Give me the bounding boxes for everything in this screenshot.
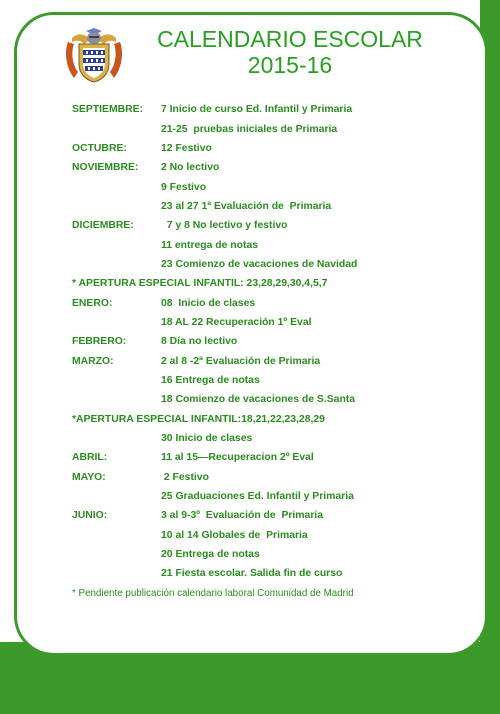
- event-text: 18 AL 22 Recuperación 1º Eval: [161, 316, 312, 328]
- calendar-row: [72, 410, 472, 429]
- calendar-row: [72, 177, 472, 196]
- calendar-row: [72, 255, 472, 274]
- calendar-row: [72, 429, 472, 448]
- calendar-row: [72, 468, 472, 487]
- calendar-row: [72, 351, 472, 370]
- calendar-row: [72, 564, 472, 583]
- calendar-row: [72, 197, 472, 216]
- month-label: NOVIEMBRE:: [72, 162, 139, 174]
- event-text: 23 al 27 1ª Evaluación de Primaria: [161, 200, 332, 212]
- event-text: 30 Inicio de clases: [161, 433, 253, 445]
- month-label: ABRIL:: [72, 452, 108, 464]
- month-label: MAYO:: [72, 471, 106, 483]
- event-text: 8 Día no lectivo: [161, 336, 238, 348]
- calendar-row: [72, 119, 472, 138]
- month-label: ENERO:: [72, 297, 113, 309]
- calendar-row: [72, 313, 472, 332]
- calendar-row: [72, 526, 472, 545]
- event-text: 9 Festivo: [161, 181, 207, 193]
- calendar-row: [72, 100, 472, 119]
- event-text: 7 y 8 No lectivo y festivo: [161, 220, 288, 232]
- event-text: 2 No lectivo: [161, 162, 220, 174]
- footnote: * Pendiente publicación calendario laboral Comunidad de Madrid: [72, 587, 354, 599]
- event-text: 16 Entrega de notas: [161, 374, 260, 386]
- event-text: 11 al 15—Recuperacion 2º Eval: [161, 452, 314, 464]
- title-line-1: CALENDARIO ESCOLAR: [157, 26, 423, 52]
- month-label: JUNIO:: [72, 510, 108, 522]
- school-crest-icon: [64, 28, 124, 84]
- calendar-row: [72, 506, 472, 525]
- event-text: 2 Festivo: [161, 471, 209, 483]
- event-text: 2 al 8 -2ª Evaluación de Primaria: [161, 355, 321, 367]
- month-label: MARZO:: [72, 355, 114, 367]
- calendar-row: [72, 545, 472, 564]
- event-text: 18 Comienzo de vacaciones de S.Santa: [161, 394, 356, 406]
- calendar-row: [72, 487, 472, 506]
- event-text: 10 al 14 Globales de Primaria: [161, 529, 308, 541]
- event-text: 12 Festivo: [161, 142, 212, 154]
- title-line-2: 2015-16: [247, 52, 333, 78]
- calendar-row: [72, 274, 472, 293]
- event-text: 21 Fiesta escolar. Salida fin de curso: [161, 568, 343, 580]
- calendar-row: [72, 448, 472, 467]
- calendar-row: [72, 390, 472, 409]
- event-text: 20 Entrega de notas: [161, 549, 260, 561]
- calendar-row: [72, 235, 472, 254]
- event-text: 08 Inicio de clases: [161, 297, 256, 309]
- event-text: 11 entrega de notas: [161, 239, 259, 251]
- calendar-row: [72, 158, 472, 177]
- event-text: 25 Graduaciones Ed. Infantil y Primaria: [161, 491, 354, 503]
- calendar-row: [72, 139, 472, 158]
- calendar-entries: [72, 100, 472, 603]
- event-text: 3 al 9-3º Evaluación de Primaria: [161, 510, 324, 522]
- calendar-row: [72, 371, 472, 390]
- month-label: DICIEMBRE:: [72, 220, 134, 232]
- event-text: 23 Comienzo de vacaciones de Navidad: [161, 258, 358, 270]
- calendar-row: [72, 332, 472, 351]
- calendar-row: [72, 216, 472, 235]
- month-label: FEBRERO:: [72, 336, 127, 348]
- calendar-row: [72, 293, 472, 312]
- month-label: SEPTIEMBRE:: [72, 104, 144, 116]
- special-opening-note: *APERTURA ESPECIAL INFANTIL:18,21,22,23,28,29: [72, 413, 325, 425]
- month-label: OCTUBRE:: [72, 142, 127, 154]
- event-text: 21-25 pruebas iniciales de Primaria: [161, 123, 338, 135]
- event-text: 7 Inicio de curso Ed. Infantil y Primaria: [161, 104, 353, 116]
- special-opening-note: * APERTURA ESPECIAL INFANTIL: 23,28,29,30,4,5,7: [72, 278, 328, 290]
- page-title: [130, 26, 450, 78]
